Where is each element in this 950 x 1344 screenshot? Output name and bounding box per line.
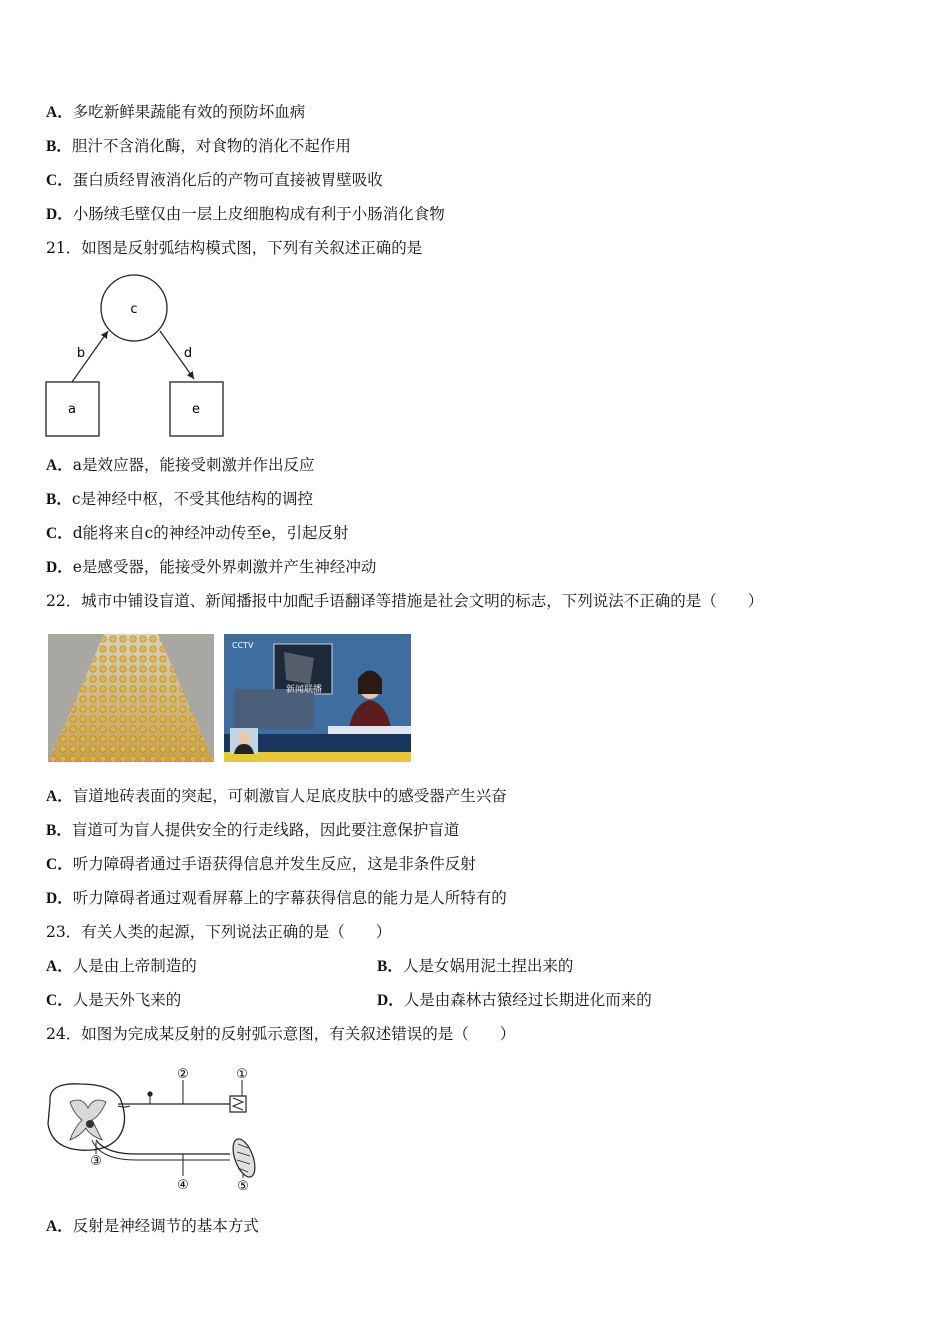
q23-option-a: A．人是由上帝制造的 — [46, 957, 197, 975]
q20-option-d: D．小肠绒毛壁仅由一层上皮细胞构成有利于小肠消化食物 — [46, 205, 445, 223]
node-c-label: c — [130, 302, 138, 317]
q21-option-c: C．d能将来自c的神经冲动传至e，引起反射 — [46, 524, 349, 542]
q21-option-a: A．a是效应器，能接受刺激并作出反应 — [46, 456, 315, 474]
marker-4: ④ — [177, 1178, 189, 1193]
q23-option-c: C．人是天外飞来的 — [46, 991, 182, 1009]
q24-reflex-arc-diagram — [40, 1062, 270, 1198]
marker-1: ① — [236, 1067, 248, 1082]
q24-stem: 24．如图为完成某反射的反射弧示意图，有关叙述错误的是（ ） — [46, 1025, 516, 1043]
q20-option-c: C．蛋白质经胃液消化后的产物可直接被胃壁吸收 — [46, 171, 383, 189]
edge-d-label: d — [183, 346, 193, 361]
q21-stem: 21．如图是反射弧结构模式图，下列有关叙述正确的是 — [46, 239, 423, 257]
marker-3: ③ — [90, 1154, 102, 1169]
q22-stem: 22．城市中铺设盲道、新闻播报中加配手语翻译等措施是社会文明的标志，下列说法不正确的是（ ） — [46, 592, 764, 610]
q22-option-d: D．听力障碍者通过观看屏幕上的字幕获得信息的能力是人所特有的 — [46, 889, 507, 907]
marker-5: ⑤ — [237, 1179, 249, 1194]
news-broadcast-photo — [224, 634, 411, 762]
gray-matter — [70, 1100, 106, 1140]
news-caption: 新闻联播 — [286, 685, 323, 695]
marker-2: ② — [177, 1067, 189, 1082]
q22-option-a: A．盲道地砖表面的突起，可刺激盲人足底皮肤中的感受器产生兴奋 — [46, 787, 507, 805]
q20-option-b: B．胆汁不含消化酶，对食物的消化不起作用 — [46, 137, 351, 155]
q24-option-a: A．反射是神经调节的基本方式 — [46, 1217, 259, 1235]
q21-reflex-arc-diagram — [40, 270, 240, 442]
q23-option-b: B．人是女娲用泥土捏出来的 — [377, 957, 574, 975]
effector — [229, 1136, 260, 1180]
q23-stem: 23．有关人类的起源，下列说法正确的是（ ） — [46, 923, 392, 941]
cctv-logo: CCTV — [232, 641, 254, 650]
q23-option-d: D．人是由森林古猿经过长期进化而来的 — [377, 991, 652, 1009]
q20-option-a: A．多吃新鲜果蔬能有效的预防坏血病 — [46, 103, 306, 121]
ganglion — [147, 1091, 152, 1096]
q22-option-b: B．盲道可为盲人提供安全的行走线路，因此要注意保护盲道 — [46, 821, 460, 839]
edge-b-label: b — [76, 346, 86, 361]
q21-option-b: B．c是神经中枢，不受其他结构的调控 — [46, 490, 314, 508]
tactile-paving-photo — [48, 634, 214, 762]
q21-option-d: D．e是感受器，能接受外界刺激并产生神经冲动 — [46, 558, 377, 576]
node-e-label: e — [192, 402, 200, 417]
q22-option-c: C．听力障碍者通过手语获得信息并发生反应，这是非条件反射 — [46, 855, 476, 873]
node-a-label: a — [68, 402, 76, 417]
